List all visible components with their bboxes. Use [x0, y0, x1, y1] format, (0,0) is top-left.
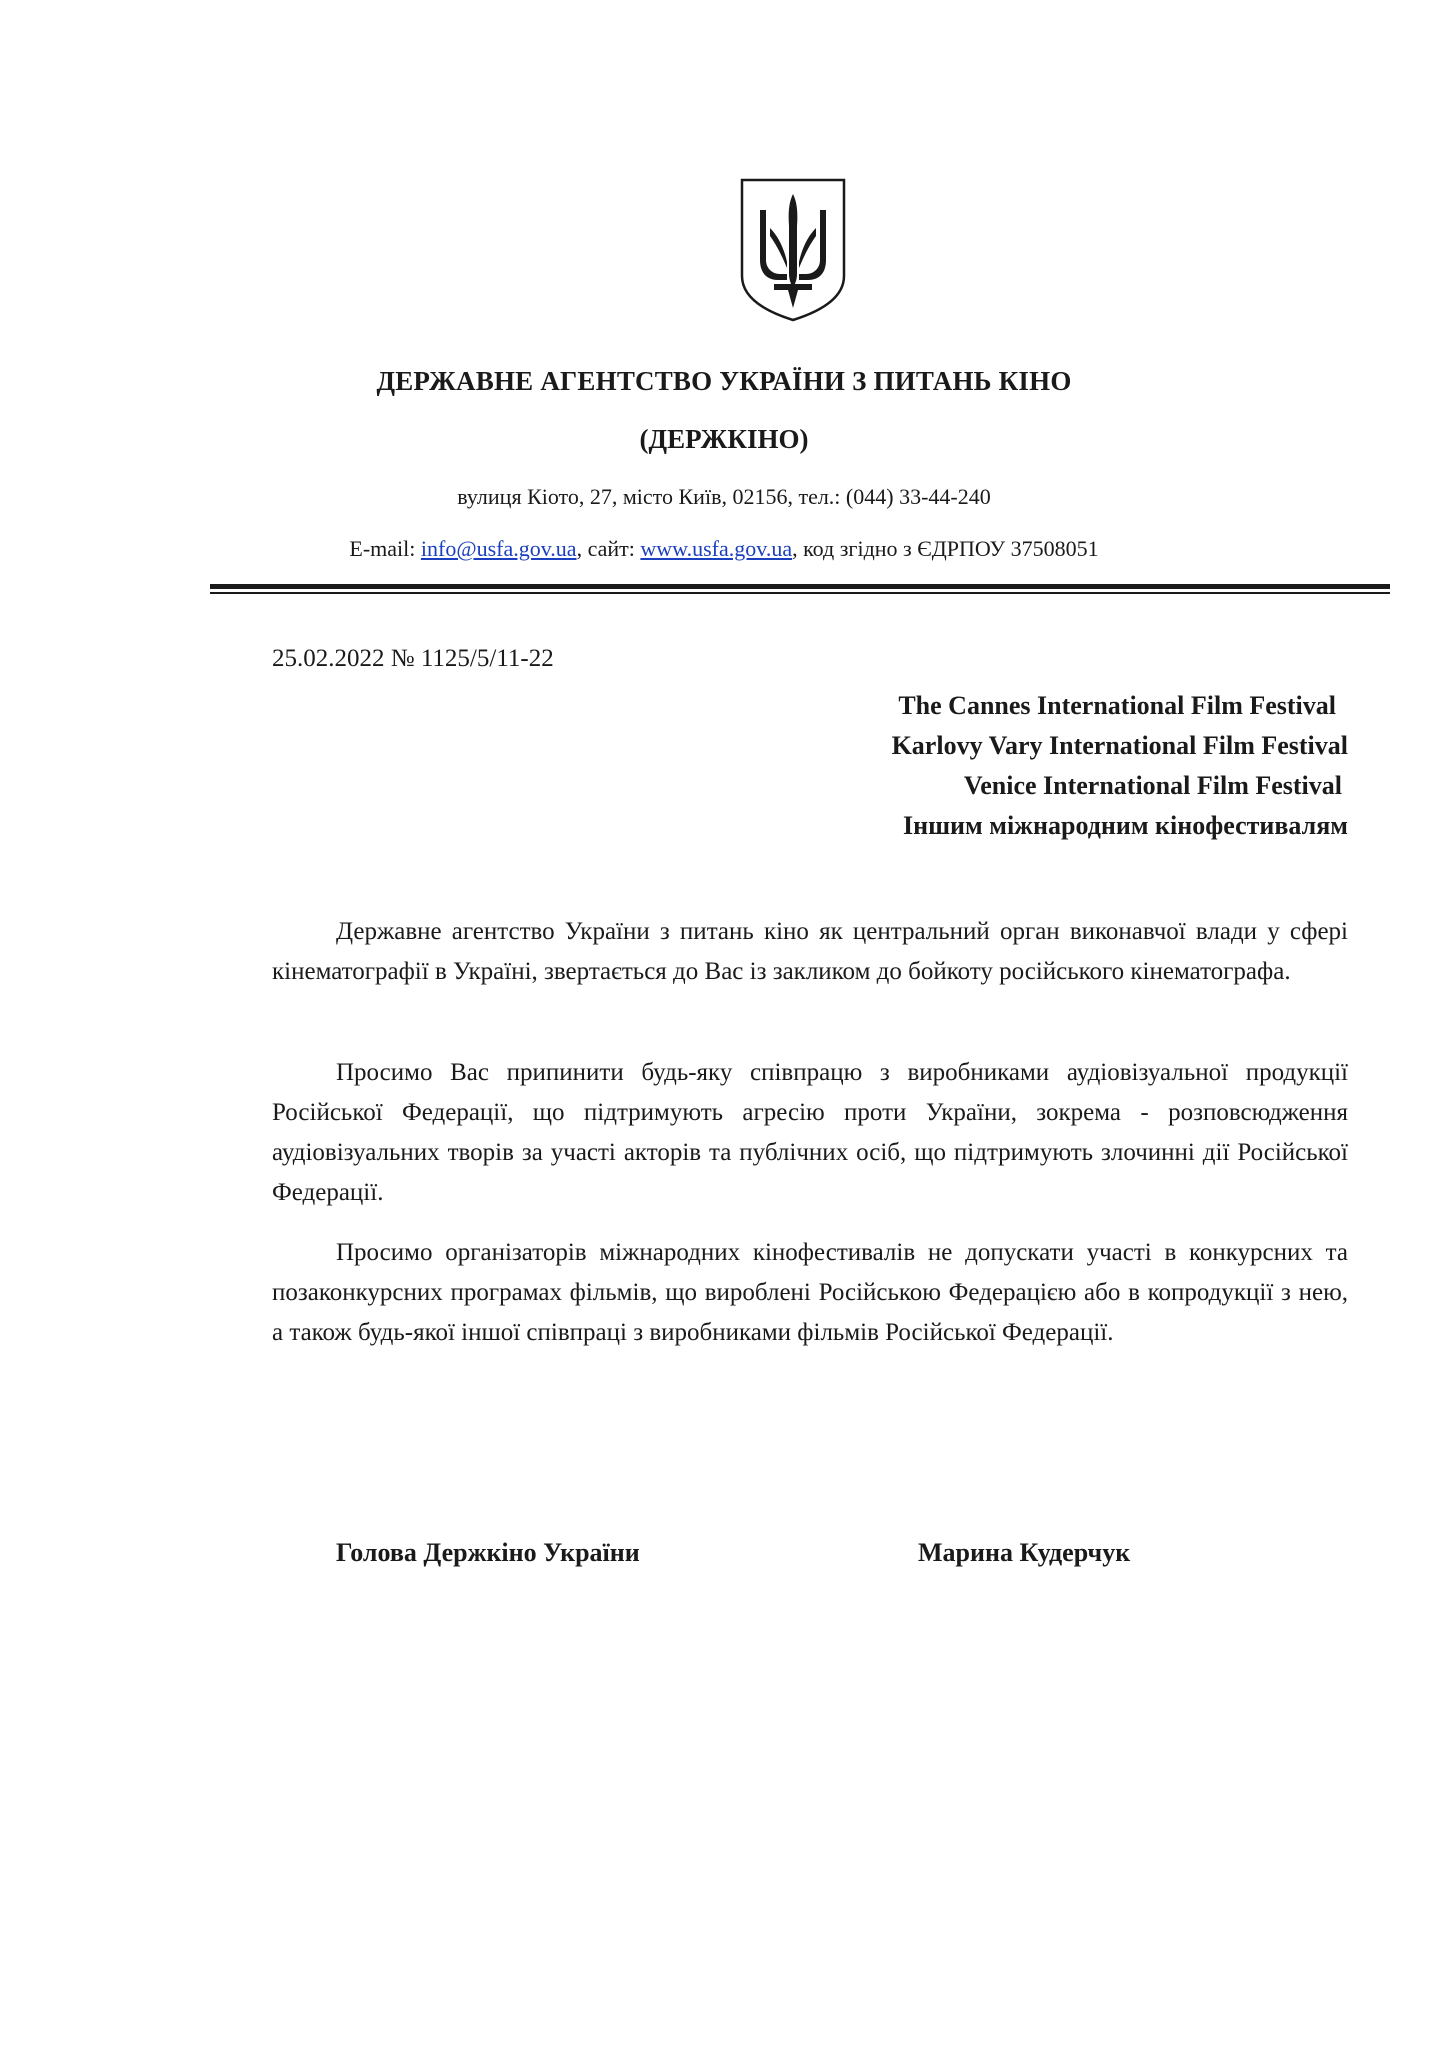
- tryzub-coat-of-arms-icon: [738, 176, 848, 324]
- header-divider-thin: [210, 592, 1390, 594]
- signatory-position: Голова Держкіно України: [336, 1538, 640, 1567]
- addressee-karlovy-vary: Karlovy Vary International Film Festival: [891, 731, 1348, 760]
- addressee-block: [892, 686, 1348, 846]
- email-label: E-mail:: [349, 536, 421, 561]
- body-paragraph-2-container: [272, 1053, 1348, 1213]
- body-paragraph-1-container: [272, 912, 1348, 992]
- addressee-cannes: The Cannes International Film Festival: [898, 691, 1336, 720]
- website-link[interactable]: www.usfa.gov.ua: [640, 536, 793, 561]
- site-label: , сайт:: [576, 536, 641, 561]
- body-paragraph: Державне агентство України з питань кіно як центральний орган виконавчої влади у сфері кінематографії в Україні, звертається до Вас із закликом до бойкоту російського кінематографа.: [272, 918, 1348, 985]
- organization-title: ДЕРЖАВНЕ АГЕНТСТВО УКРАЇНИ З ПИТАНЬ КІНО: [376, 366, 1072, 396]
- header-divider-thick: [210, 584, 1390, 589]
- organization-abbreviation: (ДЕРЖКІНО): [639, 424, 809, 454]
- body-paragraph: Просимо Вас припинити будь-яку співпрацю з виробниками аудіовізуальної продукції Російської Федерації, що підтримують агресію проти України, зокрема - розповсюдження аудіовізуальних творів за участі акторів та публічних осіб, що підтримують злочинні дії Російської Федерації.: [272, 1059, 1348, 1206]
- email-link[interactable]: info@usfa.gov.ua: [420, 536, 577, 561]
- body-paragraph: Просимо організаторів міжнародних кінофестивалів не допускати участі в конкурсних та позаконкурсних програмах фільмів, що вироблені Російською Федерацією або в копродукції з нею, а також будь-якої іншої співпраці з виробниками фільмів Російської Федерації.: [272, 1239, 1348, 1346]
- addressee-venice: Venice International Film Festival: [963, 771, 1342, 800]
- body-paragraph-3-container: [272, 1233, 1348, 1353]
- organization-contacts: [0, 536, 1448, 562]
- addressee-other-festivals: Іншим міжнародним кінофестивалям: [903, 811, 1348, 840]
- edrpou-code: , код згідно з ЄДРПОУ 37508051: [792, 536, 1099, 561]
- signatory-name: Марина Кудерчук: [918, 1538, 1131, 1567]
- document-reference-number: 25.02.2022 № 1125/5/11-22: [272, 645, 554, 672]
- organization-address: вулиця Кіото, 27, місто Київ, 02156, тел.: (044) 33-44-240: [457, 484, 991, 509]
